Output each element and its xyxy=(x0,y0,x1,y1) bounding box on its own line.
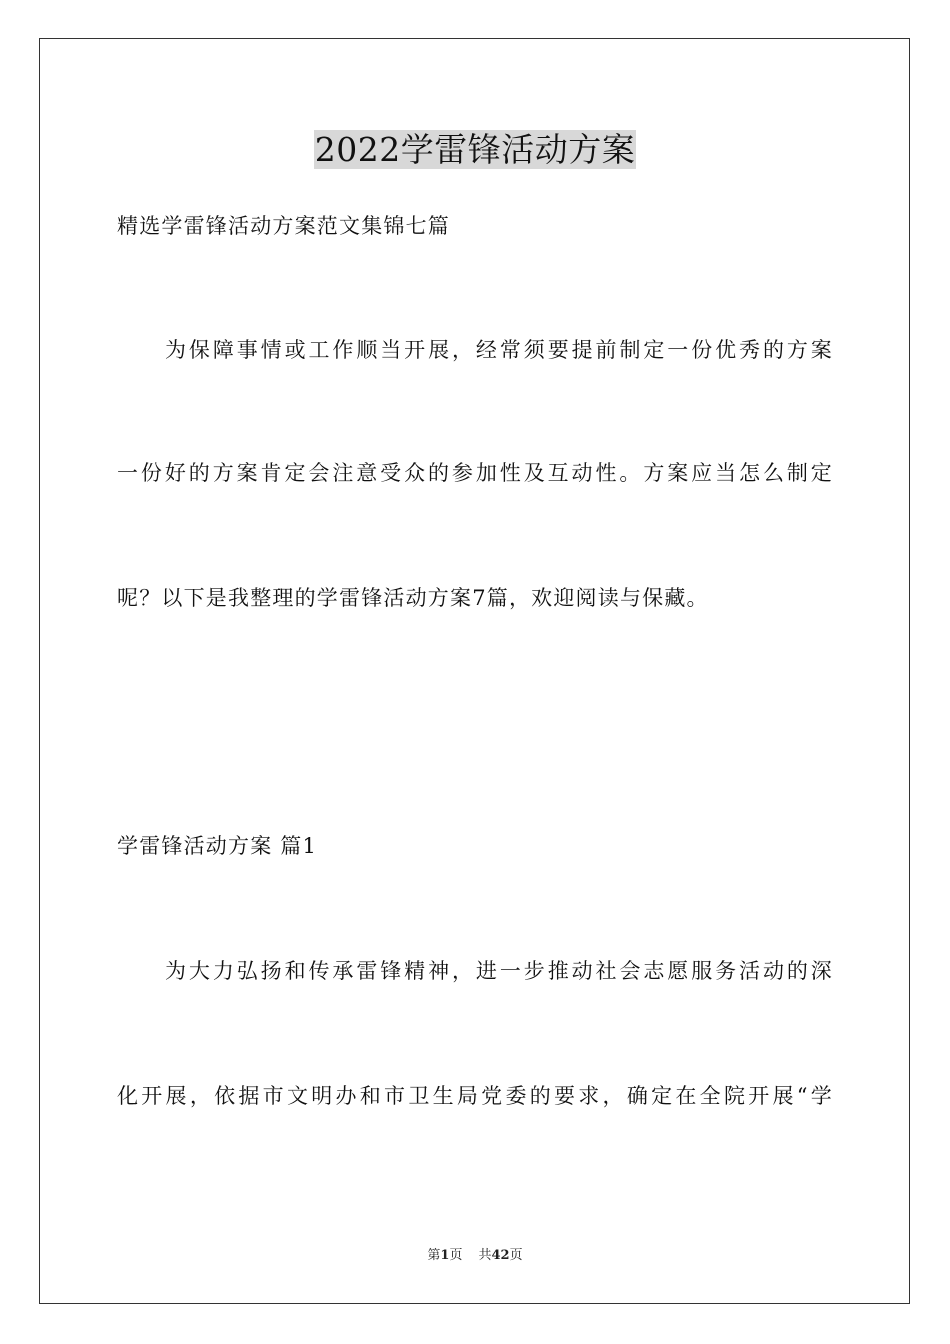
section-line-1: 为大力弘扬和传承雷锋精神，进一步推动社会志愿服务活动的深 xyxy=(165,959,833,983)
document-title xyxy=(0,128,950,172)
title-text: 2022学雷锋活动方案 xyxy=(314,130,636,169)
intro-line-1: 为保障事情或工作顺当开展，经常须要提前制定一份优秀的方案 xyxy=(165,338,833,362)
page-current: 1 xyxy=(440,1248,450,1263)
document-subtitle: 精选学雷锋活动方案范文集锦七篇 xyxy=(117,214,450,238)
total-suffix: 页 xyxy=(509,1248,523,1263)
intro-line-2: 一份好的方案肯定会注意受众的参加性及互动性。方案应当怎么制定 xyxy=(117,461,833,485)
page-footer xyxy=(0,1247,950,1265)
page-prefix: 第 xyxy=(427,1248,441,1263)
total-prefix: 共 xyxy=(478,1248,492,1263)
page-suffix: 页 xyxy=(449,1248,463,1263)
intro-line-3: 呢？以下是我整理的学雷锋活动方案7篇，欢迎阅读与保藏。 xyxy=(117,586,709,610)
section-heading: 学雷锋活动方案 篇1 xyxy=(117,834,318,858)
section-line-2: 化开展，依据市文明办和市卫生局党委的要求，确定在全院开展“学 xyxy=(117,1084,833,1108)
total-pages: 42 xyxy=(491,1248,510,1263)
